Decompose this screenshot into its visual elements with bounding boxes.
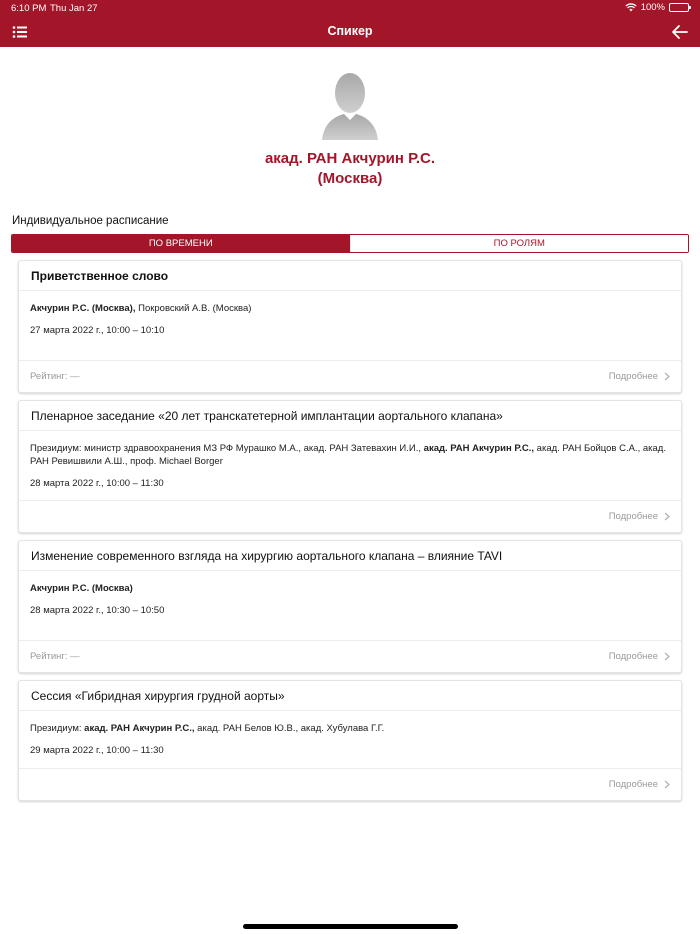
event-participants [19, 291, 681, 315]
event-time: 27 марта 2022 г., 10:00 – 10:10 [30, 325, 165, 336]
battery-icon [669, 3, 689, 12]
participant-rest: акад. РАН Белов Ю.В., акад. Хубулава Г.Г. [194, 723, 385, 734]
participant-highlight: Акчурин Р.С. (Москва), [30, 303, 136, 314]
speaker-profile [0, 70, 700, 189]
event-title: Приветственное слово [19, 261, 681, 291]
speaker-name [0, 149, 700, 189]
home-indicator[interactable] [243, 924, 458, 929]
details-link[interactable] [609, 651, 670, 662]
tab-by-roles[interactable]: ПО РОЛЯМ [350, 235, 689, 252]
back-arrow-icon[interactable] [668, 21, 692, 43]
nav-bar [0, 16, 700, 47]
chevron-right-icon [664, 652, 670, 661]
wifi-icon [625, 3, 637, 12]
status-bar [0, 0, 700, 16]
chevron-right-icon [664, 512, 670, 521]
battery-percent: 100% [640, 2, 665, 13]
status-time: 6:10 PM [11, 3, 47, 14]
event-time: 28 марта 2022 г., 10:00 – 11:30 [30, 478, 164, 489]
details-label: Подробнее [608, 779, 658, 790]
event-card[interactable] [18, 400, 682, 533]
event-participants [19, 431, 681, 468]
details-link[interactable] [609, 371, 670, 382]
details-label: Подробнее [608, 511, 658, 522]
card-footer [19, 768, 681, 800]
participant-highlight: акад. РАН Акчурин Р.С., [84, 723, 195, 734]
chevron-right-icon [664, 372, 670, 381]
event-card[interactable] [18, 680, 682, 801]
details-link[interactable] [609, 779, 670, 790]
event-card[interactable] [18, 260, 682, 393]
card-footer [19, 640, 681, 672]
tab-by-time[interactable]: ПО ВРЕМЕНИ [12, 235, 350, 252]
avatar-placeholder-icon [322, 70, 378, 140]
participant-prefix: Президиум: министр здравоохранения МЗ РФ Мурашко М.А., акад. РАН Затевахин И.И., [30, 443, 424, 454]
speaker-name-line1: акад. РАН Акчурин Р.С. [264, 150, 436, 167]
participant-rest: акад. РАН Бойцов С.А., акад. РАН Ревишвили А.Ш., проф. Michael Borger [30, 443, 666, 467]
speaker-name-line2: (Москва) [317, 170, 383, 187]
event-title: Сессия «Гибридная хирургия грудной аорты» [19, 681, 681, 711]
chevron-right-icon [664, 780, 670, 789]
rating-label: Рейтинг: — [30, 371, 80, 382]
event-participants [19, 571, 681, 595]
status-indicators [625, 2, 689, 13]
event-time: 29 марта 2022 г., 10:00 – 11:30 [30, 745, 164, 756]
event-card[interactable] [18, 540, 682, 673]
schedule-tabs [11, 234, 689, 253]
participant-highlight: акад. РАН Акчурин Р.С., [423, 443, 535, 454]
rating-label: Рейтинг: — [30, 651, 80, 662]
participant-prefix: Президиум: [30, 723, 85, 734]
status-date: Thu Jan 27 [50, 3, 98, 14]
page-title: Спикер [327, 24, 373, 38]
event-participants [19, 711, 681, 735]
participant-highlight: Акчурин Р.С. (Москва) [30, 583, 133, 594]
event-time: 28 марта 2022 г., 10:30 – 10:50 [30, 605, 165, 616]
details-label: Подробнее [608, 651, 658, 662]
schedule-heading: Индивидуальное расписание [12, 215, 169, 227]
participant-rest: Покровский А.В. (Москва) [135, 303, 252, 314]
card-footer [19, 360, 681, 392]
app-header [0, 0, 700, 47]
event-title: Изменение современного взгляда на хирургию аортального клапана – влияние TAVI [19, 541, 681, 571]
card-footer [19, 500, 681, 532]
details-label: Подробнее [608, 371, 658, 382]
event-title: Пленарное заседание «20 лет транскатетерной имплантации аортального клапана» [19, 401, 681, 431]
details-link[interactable] [609, 511, 670, 522]
